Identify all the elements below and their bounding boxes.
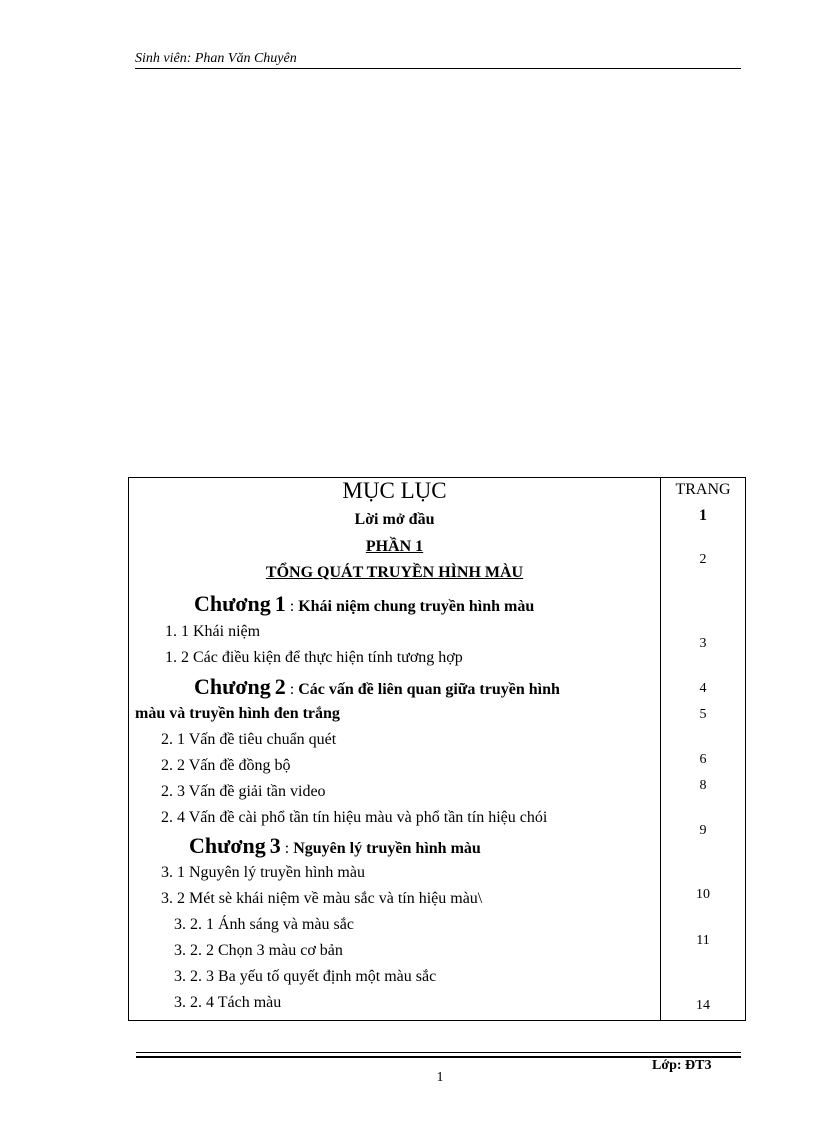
page-number: 11	[696, 933, 710, 948]
toc-item: 3. 1 Nguyên lý truyền hình màu	[161, 864, 365, 881]
chapter-title: Nguyên lý truyền hình màu	[293, 840, 481, 857]
page-number: 4	[699, 681, 707, 696]
toc-item: 3. 2. 3 Ba yếu tố quyết định một màu sắc	[174, 968, 437, 985]
toc-item: 3. 2 Mét sè khái niệm về màu sắc và tín hiệu màu\	[161, 890, 483, 907]
page-number: 2	[699, 552, 707, 567]
part-label-text: PHẦN 1	[365, 538, 424, 555]
page-number: 1	[699, 507, 707, 524]
student-header: Sinh viên: Phan Văn Chuyên	[135, 51, 297, 66]
page-number: 6	[699, 752, 707, 767]
footer-rule	[136, 1056, 741, 1058]
page-column-header: TRANG	[675, 481, 731, 498]
chapter-separator: :	[280, 840, 294, 857]
toc-item: 1. 2 Các điều kiện để thực hiện tính tương hợp	[165, 649, 463, 666]
page-number: 9	[699, 823, 707, 838]
class-label: Lớp: ĐT3	[652, 1058, 712, 1073]
page-number: 3	[699, 636, 707, 651]
header-rule	[135, 68, 741, 69]
chapter-number: 1	[274, 591, 286, 616]
footer-page-number: 1	[436, 1070, 444, 1085]
chapter-word: Chương	[194, 591, 271, 616]
page-number: 8	[699, 778, 707, 793]
chapter-3-heading	[189, 833, 481, 859]
chapter-word: Chương	[194, 674, 271, 699]
toc-item: 2. 1 Vấn đề tiêu chuẩn quét	[161, 731, 337, 748]
chapter-2-heading	[194, 674, 560, 700]
toc-intro: Lời mở đầu	[354, 511, 435, 528]
part-title	[129, 564, 660, 582]
chapter-separator: :	[285, 598, 299, 615]
chapter-title: Các vấn đề liên quan giữa truyền hình	[298, 681, 560, 698]
footer-rule	[136, 1052, 741, 1053]
toc-item: 3. 2. 1 Ánh sáng và màu sắc	[174, 916, 354, 933]
chapter-2-title-continued: màu và truyền hình đen trắng	[135, 705, 340, 722]
chapter-number: 3	[269, 833, 281, 858]
part-label	[129, 538, 660, 556]
toc-table	[128, 477, 746, 1021]
page-number: 10	[696, 887, 710, 902]
toc-item: 2. 2 Vấn đề đồng bộ	[161, 757, 291, 774]
chapter-number: 2	[274, 674, 286, 699]
toc-title: MỤC LỤC	[342, 478, 447, 503]
chapter-word: Chương	[189, 833, 266, 858]
page-number: 14	[696, 998, 710, 1013]
toc-item: 3. 2. 4 Tách màu	[174, 994, 282, 1011]
page-number: 5	[699, 707, 707, 722]
toc-item: 3. 2. 2 Chọn 3 màu cơ bản	[174, 942, 343, 959]
toc-item: 1. 1 Khái niệm	[165, 623, 261, 640]
toc-item: 2. 3 Vấn đề giải tần video	[161, 783, 326, 800]
chapter-1-heading	[194, 591, 534, 617]
part-title-text: TỔNG QUÁT TRUYỀN HÌNH MÀU	[265, 564, 524, 581]
chapter-separator: :	[285, 681, 299, 698]
toc-item: 2. 4 Vấn đề cài phổ tần tín hiệu màu và phổ tần tín hiệu chói	[161, 809, 548, 826]
chapter-title: Khái niệm chung truyền hình màu	[298, 598, 535, 615]
